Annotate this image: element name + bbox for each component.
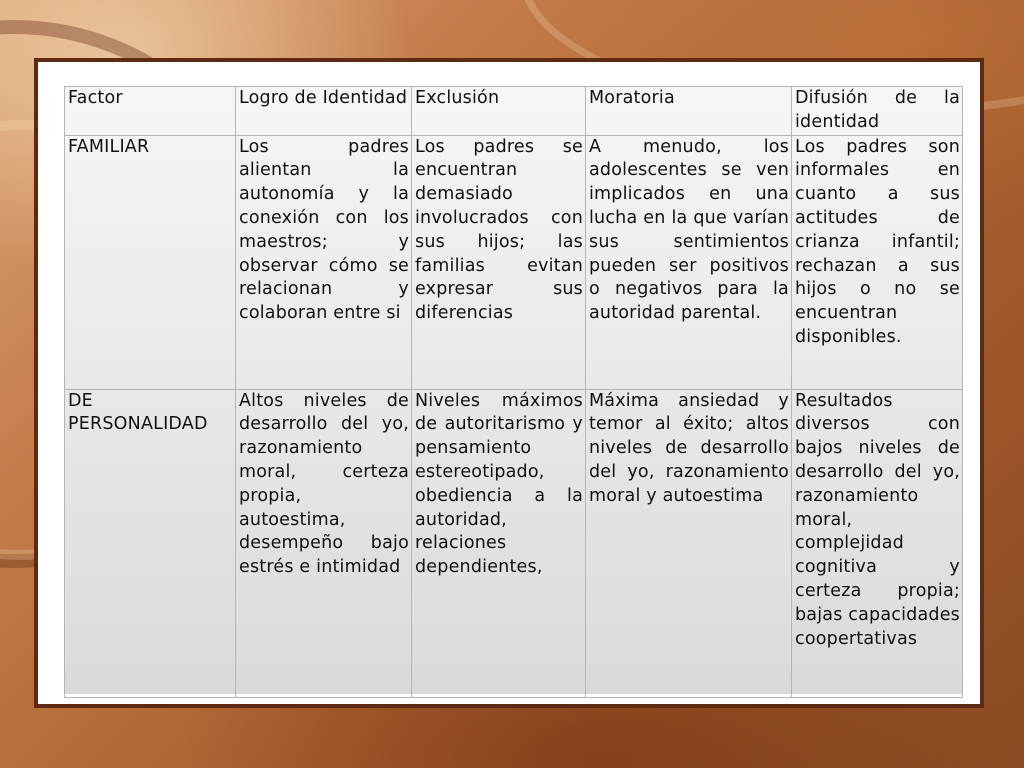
header-cell-exclusion: Exclusión <box>412 87 586 136</box>
cell-exclusion: Los padres se encuentran demasiado involucrados con sus hijos; las familias evitan expresar sus diferencias <box>412 135 586 389</box>
header-cell-difusion: Difusión de la identidad <box>792 87 963 136</box>
cell-logro: Altos niveles de desarrollo del yo, razonamiento moral, certeza propia, autoestima, desempeño bajo estrés e intimidad <box>236 389 412 697</box>
table-row <box>65 389 963 697</box>
table-row <box>65 135 963 389</box>
slide-panel <box>38 62 980 704</box>
header-cell-moratoria: Moratoria <box>586 87 792 136</box>
cell-moratoria: A menudo, los adolescentes se ven implicados en una lucha en la que varían sus sentimientos pueden ser positivos o negativos para la autoridad parental. <box>586 135 792 389</box>
table-header-row <box>65 87 963 136</box>
cell-factor: FAMILIAR <box>65 135 236 389</box>
cell-difusion: Los padres son informales en cuanto a sus actitudes de crianza infantil; rechazan a sus hijos o no se encuentran disponibles. <box>792 135 963 389</box>
slide-frame <box>34 58 984 708</box>
header-cell-logro: Logro de Identidad <box>236 87 412 136</box>
cell-exclusion: Niveles máximos de autoritarismo y pensamiento estereotipado, obediencia a la autoridad, relaciones dependientes, <box>412 389 586 697</box>
cell-moratoria: Máxima ansiedad y temor al éxito; altos niveles de desarrollo del yo, razonamiento moral y autoestima <box>586 389 792 697</box>
identity-status-table <box>64 86 963 698</box>
cell-logro: Los padres alientan la autonomía y la conexión con los maestros; y observar cómo se relacionan y colaboran entre si <box>236 135 412 389</box>
identity-status-table-container <box>64 86 962 694</box>
cell-difusion: Resultados diversos con bajos niveles de desarrollo del yo, razonamiento moral, complejidad cognitiva y certeza propia; bajas capacidades coopertativas <box>792 389 963 697</box>
cell-factor: DE PERSONALIDAD <box>65 389 236 697</box>
header-cell-factor: Factor <box>65 87 236 136</box>
